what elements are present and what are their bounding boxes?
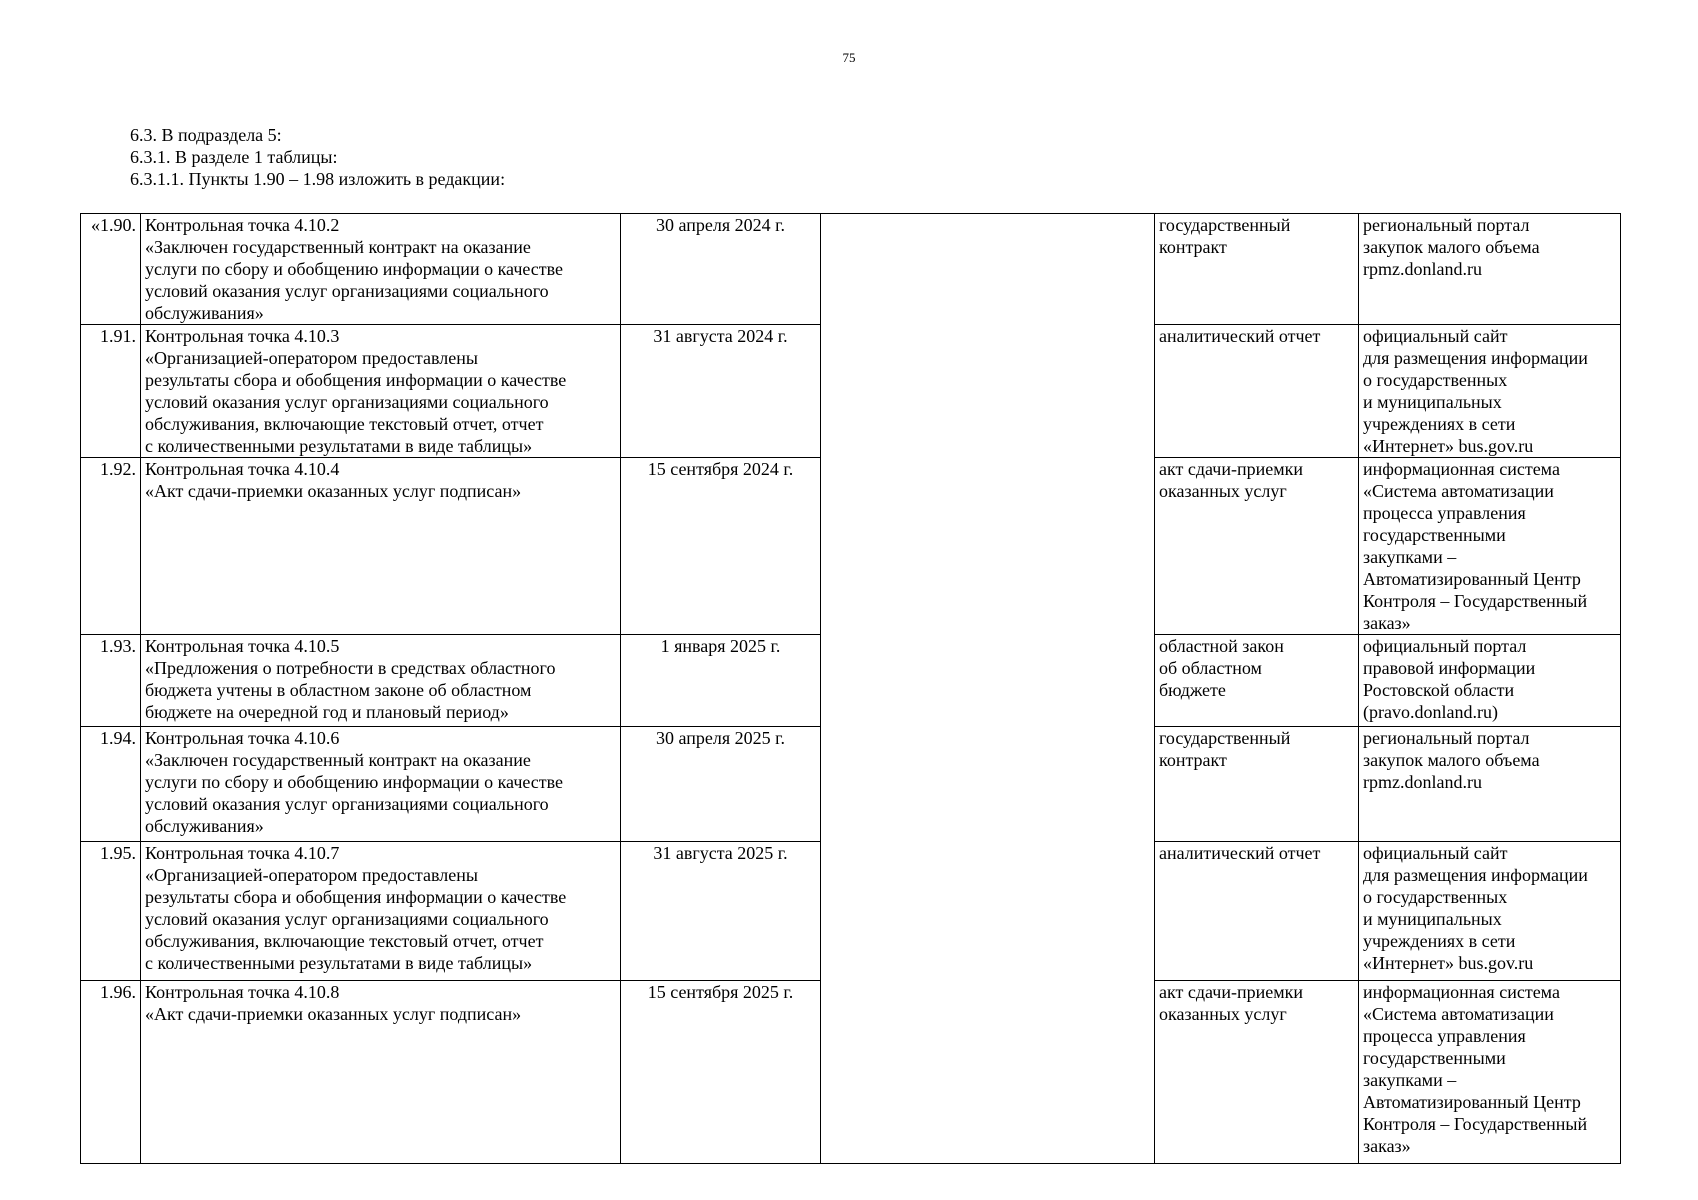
row-title: Контрольная точка 4.10.8 «Акт сдачи-приемки оказанных услуг подписан» — [141, 981, 621, 1164]
row-document-type: государственный контракт — [1155, 727, 1359, 842]
row-document-type: акт сдачи-приемки оказанных услуг — [1155, 981, 1359, 1164]
row-number: 1.95. — [81, 842, 141, 981]
row-document-type: акт сдачи-приемки оказанных услуг — [1155, 458, 1359, 635]
row-number: 1.93. — [81, 635, 141, 727]
row-document-type: государственный контракт — [1155, 214, 1359, 325]
row-date: 15 сентября 2024 г. — [621, 458, 821, 635]
row-date: 31 августа 2025 г. — [621, 842, 821, 981]
control-points-table — [80, 213, 1621, 1164]
row-number: 1.92. — [81, 458, 141, 635]
row-title: Контрольная точка 4.10.7 «Организацией-оператором предоставлены результаты сбора и обобщения информации о качестве условий оказания услуг организациями социального обслуживания, включающие текстовый отчет, отчет с количественными результатами в виде таблицы» — [141, 842, 621, 981]
row-number: 1.96. — [81, 981, 141, 1164]
responsible-column — [821, 214, 1155, 1164]
row-date: 15 сентября 2025 г. — [621, 981, 821, 1164]
row-info-source: официальный сайт для размещения информации о государственных и муниципальных учреждениях в сети «Интернет» bus.gov.ru — [1359, 325, 1621, 458]
row-info-source: официальный портал правовой информации Ростовской области (pravo.donland.ru) — [1359, 635, 1621, 727]
row-title: Контрольная точка 4.10.6 «Заключен государственный контракт на оказание услуги по сбору и обобщению информации о качестве условий оказания услуг организациями социального обслуживания» — [141, 727, 621, 842]
row-info-source: официальный сайт для размещения информации о государственных и муниципальных учреждениях в сети «Интернет» bus.gov.ru — [1359, 842, 1621, 981]
row-number: 1.91. — [81, 325, 141, 458]
intro-line: 6.3.1.1. Пункты 1.90 – 1.98 изложить в редакции: — [130, 169, 506, 189]
row-info-source: информационная система «Система автоматизации процесса управления государственными закупками – Автоматизированный Центр Контроля – Государственный заказ» — [1359, 458, 1621, 635]
row-date: 31 августа 2024 г. — [621, 325, 821, 458]
row-info-source: региональный портал закупок малого объема rpmz.donland.ru — [1359, 727, 1621, 842]
row-document-type: областной закон об областном бюджете — [1155, 635, 1359, 727]
page-number: 75 — [842, 50, 856, 65]
intro-line: 6.3.1. В разделе 1 таблицы: — [130, 147, 338, 167]
row-document-type: аналитический отчет — [1155, 325, 1359, 458]
row-info-source: информационная система «Система автоматизации процесса управления государственными закупками – Автоматизированный Центр Контроля – Государственный заказ» — [1359, 981, 1621, 1164]
row-date: 1 января 2025 г. — [621, 635, 821, 727]
row-info-source: региональный портал закупок малого объема rpmz.donland.ru — [1359, 214, 1621, 325]
row-title: Контрольная точка 4.10.4 «Акт сдачи-приемки оказанных услуг подписан» — [141, 458, 621, 635]
row-title: Контрольная точка 4.10.3 «Организацией-оператором предоставлены результаты сбора и обобщения информации о качестве условий оказания услуг организациями социального обслуживания, включающие текстовый отчет, отчет с количественными результатами в виде таблицы» — [141, 325, 621, 458]
row-date: 30 апреля 2024 г. — [621, 214, 821, 325]
row-number: 1.94. — [81, 727, 141, 842]
intro-text — [130, 124, 505, 190]
row-title: Контрольная точка 4.10.2 «Заключен государственный контракт на оказание услуги по сбору и обобщению информации о качестве условий оказания услуг организациями социального обслуживания» — [141, 214, 621, 325]
row-title: Контрольная точка 4.10.5 «Предложения о потребности в средствах областного бюджета учтены в областном законе об областном бюджете на очередной год и плановый период» — [141, 635, 621, 727]
row-date: 30 апреля 2025 г. — [621, 727, 821, 842]
row-document-type: аналитический отчет — [1155, 842, 1359, 981]
table-row — [81, 214, 1621, 325]
intro-line: 6.3. В подраздела 5: — [130, 125, 282, 145]
row-number: «1.90. — [81, 214, 141, 325]
